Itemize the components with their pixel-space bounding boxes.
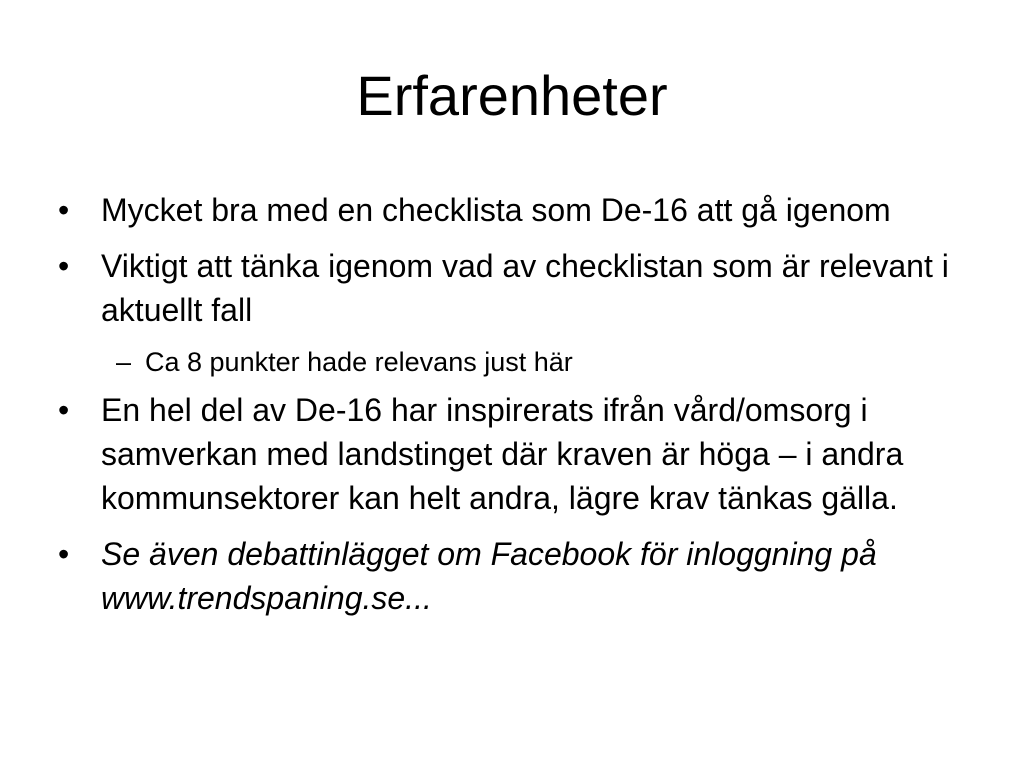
sub-bullet-text: Ca 8 punkter hade relevans just här [145, 347, 573, 377]
bullet-text: Se även debattinlägget om Facebook för inloggning på www.trendspaning.se... [101, 536, 877, 616]
bullet-marker: • [58, 248, 70, 284]
bullet-item [58, 188, 958, 232]
bullet-text: Viktigt att tänka igenom vad av checklistan som är relevant i aktuellt fall [101, 248, 949, 328]
bullet-text: En hel del av De-16 har inspirerats ifrån vård/omsorg i samverkan med landstinget där kraven är höga – i andra kommunsektorer kan helt andra, lägre krav tänkas gälla. [101, 392, 904, 516]
bullet-item [58, 244, 958, 332]
bullet-marker: • [58, 536, 70, 572]
sub-bullet-item [58, 344, 958, 380]
bullet-marker: • [58, 392, 70, 428]
bullet-item [58, 532, 958, 620]
bullet-list [58, 188, 958, 632]
bullet-marker: • [58, 192, 70, 228]
sub-bullet-marker: – [116, 347, 132, 377]
slide-title: Erfarenheter [356, 64, 668, 127]
bullet-item [58, 388, 958, 520]
bullet-text: Mycket bra med en checklista som De-16 att gå igenom [101, 192, 891, 228]
